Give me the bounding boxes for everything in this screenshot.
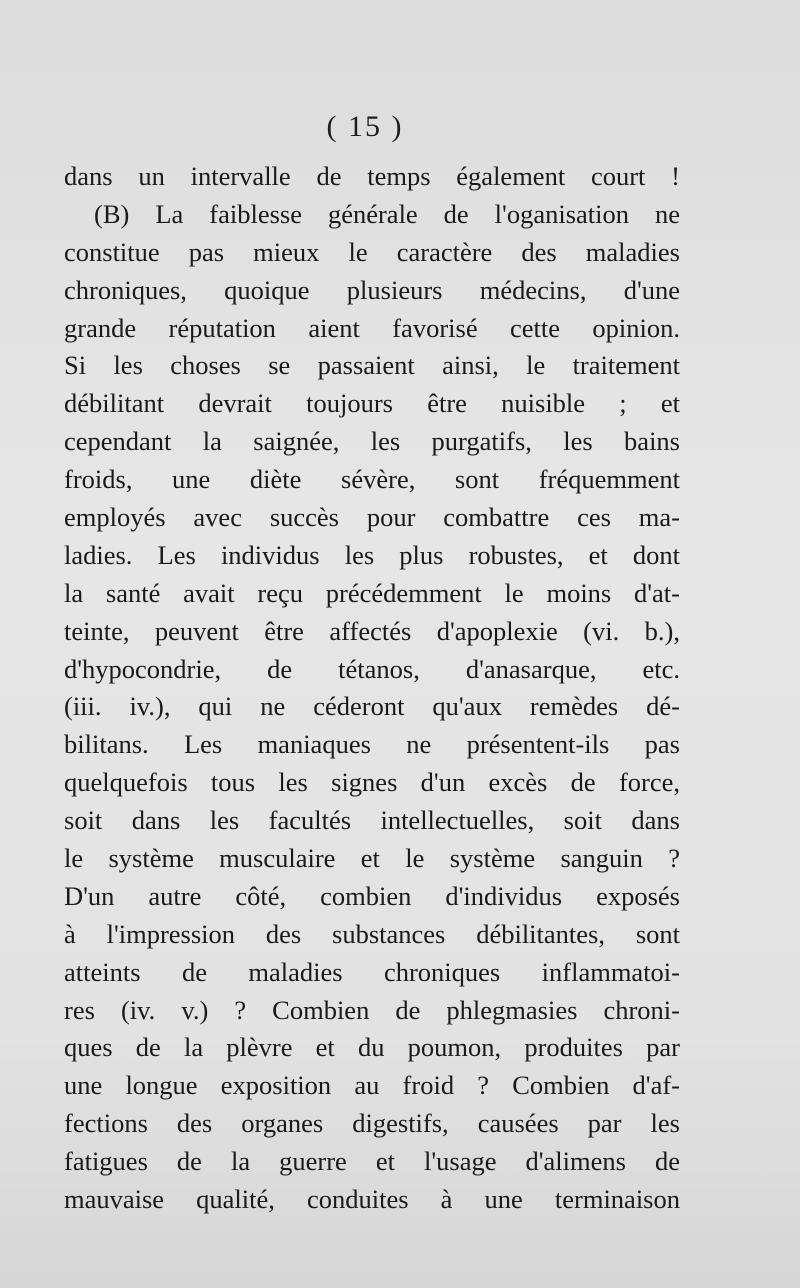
text-line: froids, une diète sévère, sont fréquemment: [64, 464, 680, 495]
text-line: à l'impression des substances débilitantes, sont: [64, 918, 680, 949]
text-line: ques de la plèvre et du poumon, produites par: [64, 1032, 680, 1063]
text-line: quelquefois tous les signes d'un excès de force,: [64, 767, 680, 798]
text-line: chroniques, quoique plusieurs médecins, d'une: [64, 274, 680, 305]
text-line: grande réputation aient favorisé cette opinion.: [64, 312, 680, 343]
text-line: (iii. iv.), qui ne céderont qu'aux remèdes dé-: [64, 691, 680, 722]
page-number: ( 15 ): [326, 110, 404, 143]
text-line: D'un autre côté, combien d'individus exposés: [64, 880, 680, 911]
text-line: fections des organes digestifs, causées par les: [64, 1108, 680, 1139]
body-text: [64, 158, 680, 1219]
text-line: bilitans. Les maniaques ne présentent-ils pas: [64, 729, 680, 760]
text-line: le système musculaire et le système sanguin ?: [64, 843, 680, 874]
text-line: employés avec succès pour combattre ces ma-: [64, 502, 680, 533]
text-line: atteints de maladies chroniques inflammatoi-: [64, 956, 680, 987]
text-line: dans un intervalle de temps également court !: [64, 161, 680, 191]
text-line: une longue exposition au froid ? Combien d'af-: [64, 1070, 680, 1101]
text-line: constitue pas mieux le caractère des maladies: [64, 236, 680, 267]
text-line: ladies. Les individus les plus robustes, et dont: [64, 539, 680, 570]
text-line: cependant la saignée, les purgatifs, les bains: [64, 426, 680, 457]
text-line: (B) La faiblesse générale de l'oganisation ne: [94, 198, 680, 229]
text-line: d'hypocondrie, de tétanos, d'anasarque, etc.: [64, 653, 680, 684]
text-line: débilitant devrait toujours être nuisible ; et: [64, 388, 680, 419]
text-line: mauvaise qualité, conduites à une terminaison: [64, 1184, 680, 1215]
text-line: fatigues de la guerre et l'usage d'alimens de: [64, 1146, 680, 1177]
text-line: soit dans les facultés intellectuelles, soit dans: [64, 805, 680, 836]
text-line: teinte, peuvent être affectés d'apoplexie (vi. b.),: [64, 615, 680, 646]
text-line: la santé avait reçu précédemment le moins d'at-: [64, 577, 680, 608]
text-line: Si les choses se passaient ainsi, le traitement: [64, 350, 680, 381]
text-line: res (iv. v.) ? Combien de phlegmasies chroni-: [64, 994, 680, 1025]
